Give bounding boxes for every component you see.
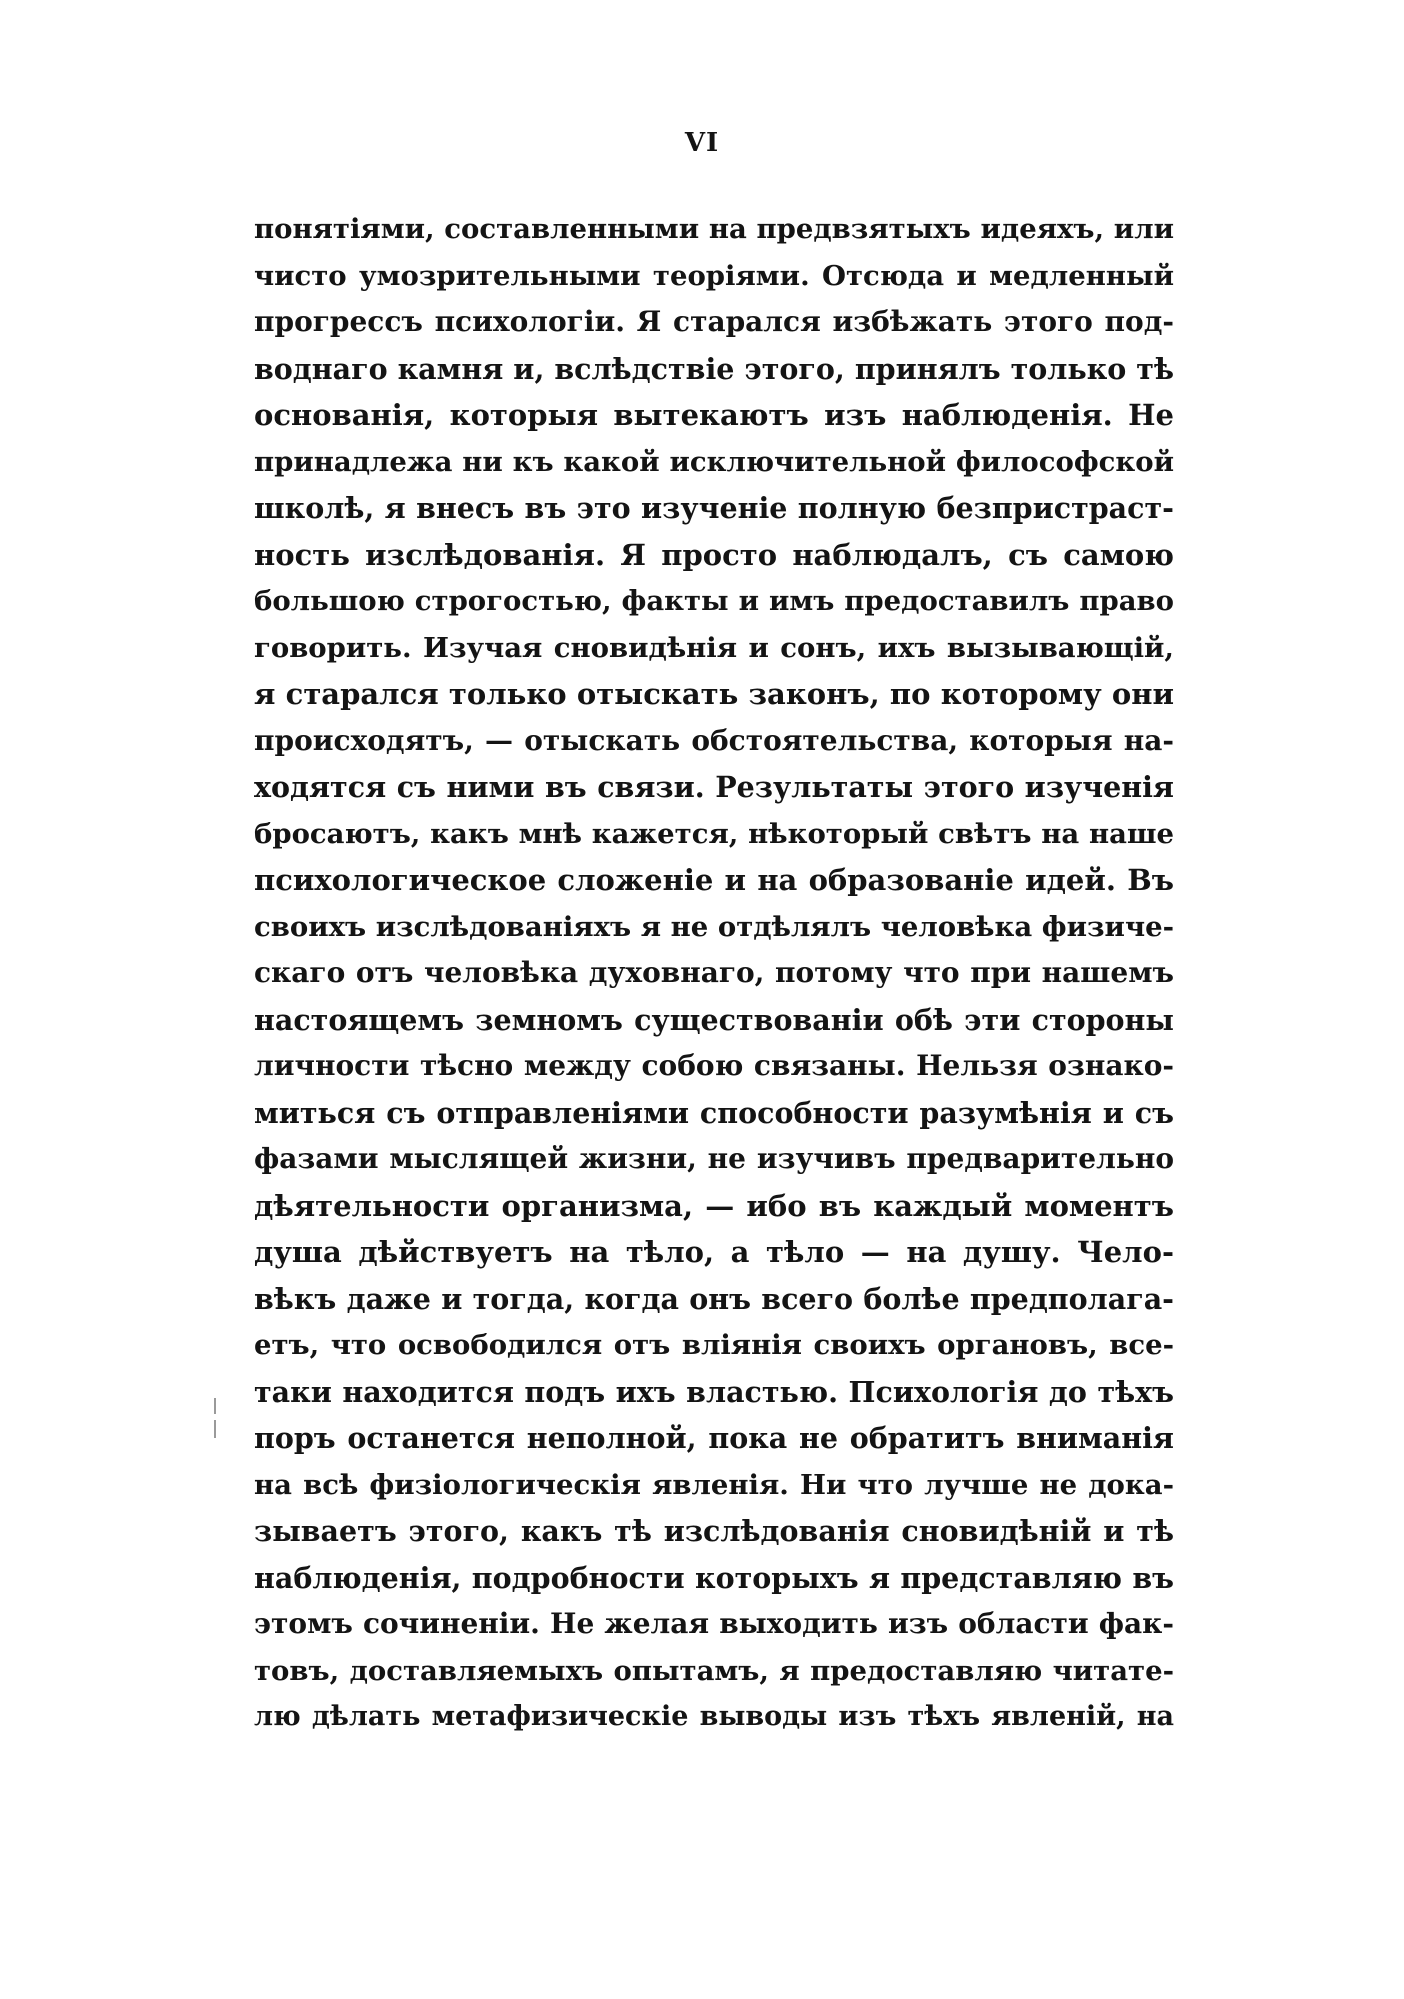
text-line: своихъ изслѣдованіяхъ я не отдѣлялъ человѣка физиче- <box>254 910 1174 943</box>
text-line: ность изслѣдованія. Я просто наблюдалъ, съ самою <box>254 537 1174 572</box>
text-line: происходятъ, — отыскать обстоятельства, которыя на- <box>254 723 1174 757</box>
text-line: лю дѣлать метафизическіе выводы изъ тѣхъ явленій, на <box>254 1701 1174 1732</box>
text-line: товъ, доставляемыхъ опытамъ, я предоставляю читате- <box>254 1654 1174 1687</box>
body-text <box>254 206 1174 1741</box>
text-line: большою строгостью, факты и имъ предоставилъ право <box>254 585 1174 617</box>
text-line: ходятся съ ними въ связи. Результаты этого изученія <box>254 770 1174 804</box>
text-line: принадлежа ни къ какой исключительной философской <box>254 445 1174 478</box>
text-line: скаго отъ человѣка духовнаго, потому что при нашемъ <box>254 956 1174 989</box>
text-line: вѣкъ даже и тогда, когда онъ всего болѣе предполага- <box>254 1281 1174 1316</box>
text-line: миться съ отправленіями способности разумѣнія и съ <box>254 1095 1174 1130</box>
text-line: основанія, которыя вытекаютъ изъ наблюденія. Не <box>254 398 1174 432</box>
text-line: говорить. Изучая сновидѣнія и сонъ, ихъ вызывающій, <box>254 631 1174 664</box>
text-line: настоящемъ земномъ существованіи обѣ эти стороны <box>254 1002 1174 1037</box>
text-line: зываетъ этого, какъ тѣ изслѣдованія сновидѣній и тѣ <box>254 1514 1174 1548</box>
text-line: этомъ сочиненіи. Не желая выходить изъ области фак- <box>254 1607 1174 1640</box>
text-line: воднаго камня и, вслѣдствіе этого, принялъ только тѣ <box>254 351 1174 386</box>
text-line: фазами мыслящей жизни, не изучивъ предварительно <box>254 1142 1174 1175</box>
text-line: наблюденія, подробности которыхъ я представляю въ <box>254 1560 1174 1595</box>
text-line: я старался только отыскать законъ, по которому они <box>254 677 1174 711</box>
text-line: дѣятельности организма, — ибо въ каждый моментъ <box>254 1188 1174 1223</box>
text-line: понятіями, составленными на предвзятыхъ идеяхъ, или <box>254 213 1174 245</box>
text-line: чисто умозрительными теоріями. Отсюда и медленный <box>254 259 1174 292</box>
text-line: прогрессъ психологіи. Я старался избѣжать этого под- <box>254 305 1174 338</box>
text-line: личности тѣсно между собою связаны. Нельзя ознако- <box>254 1049 1174 1082</box>
text-line: поръ останется неполной, пока не обратитъ вниманія <box>254 1421 1174 1455</box>
text-line: на всѣ физіологическія явленія. Ни что лучше не дока- <box>254 1468 1174 1501</box>
text-line: школѣ, я внесъ въ это изученіе полную безпристраст- <box>254 491 1174 525</box>
text-line: етъ, что освободился отъ вліянія своихъ органовъ, все- <box>254 1329 1174 1361</box>
text-line: бросаютъ, какъ мнѣ кажется, нѣкоторый свѣтъ на наше <box>254 817 1174 850</box>
text-line: душа дѣйствуетъ на тѣло, а тѣло — на душу. Чело- <box>254 1235 1174 1269</box>
margin-mark <box>214 1398 216 1438</box>
text-line: таки находится подъ ихъ властью. Психологія до тѣхъ <box>254 1374 1174 1409</box>
text-line: психологическое сложеніе и на образованіе идей. Въ <box>254 863 1174 897</box>
page-number: VI <box>684 128 720 158</box>
